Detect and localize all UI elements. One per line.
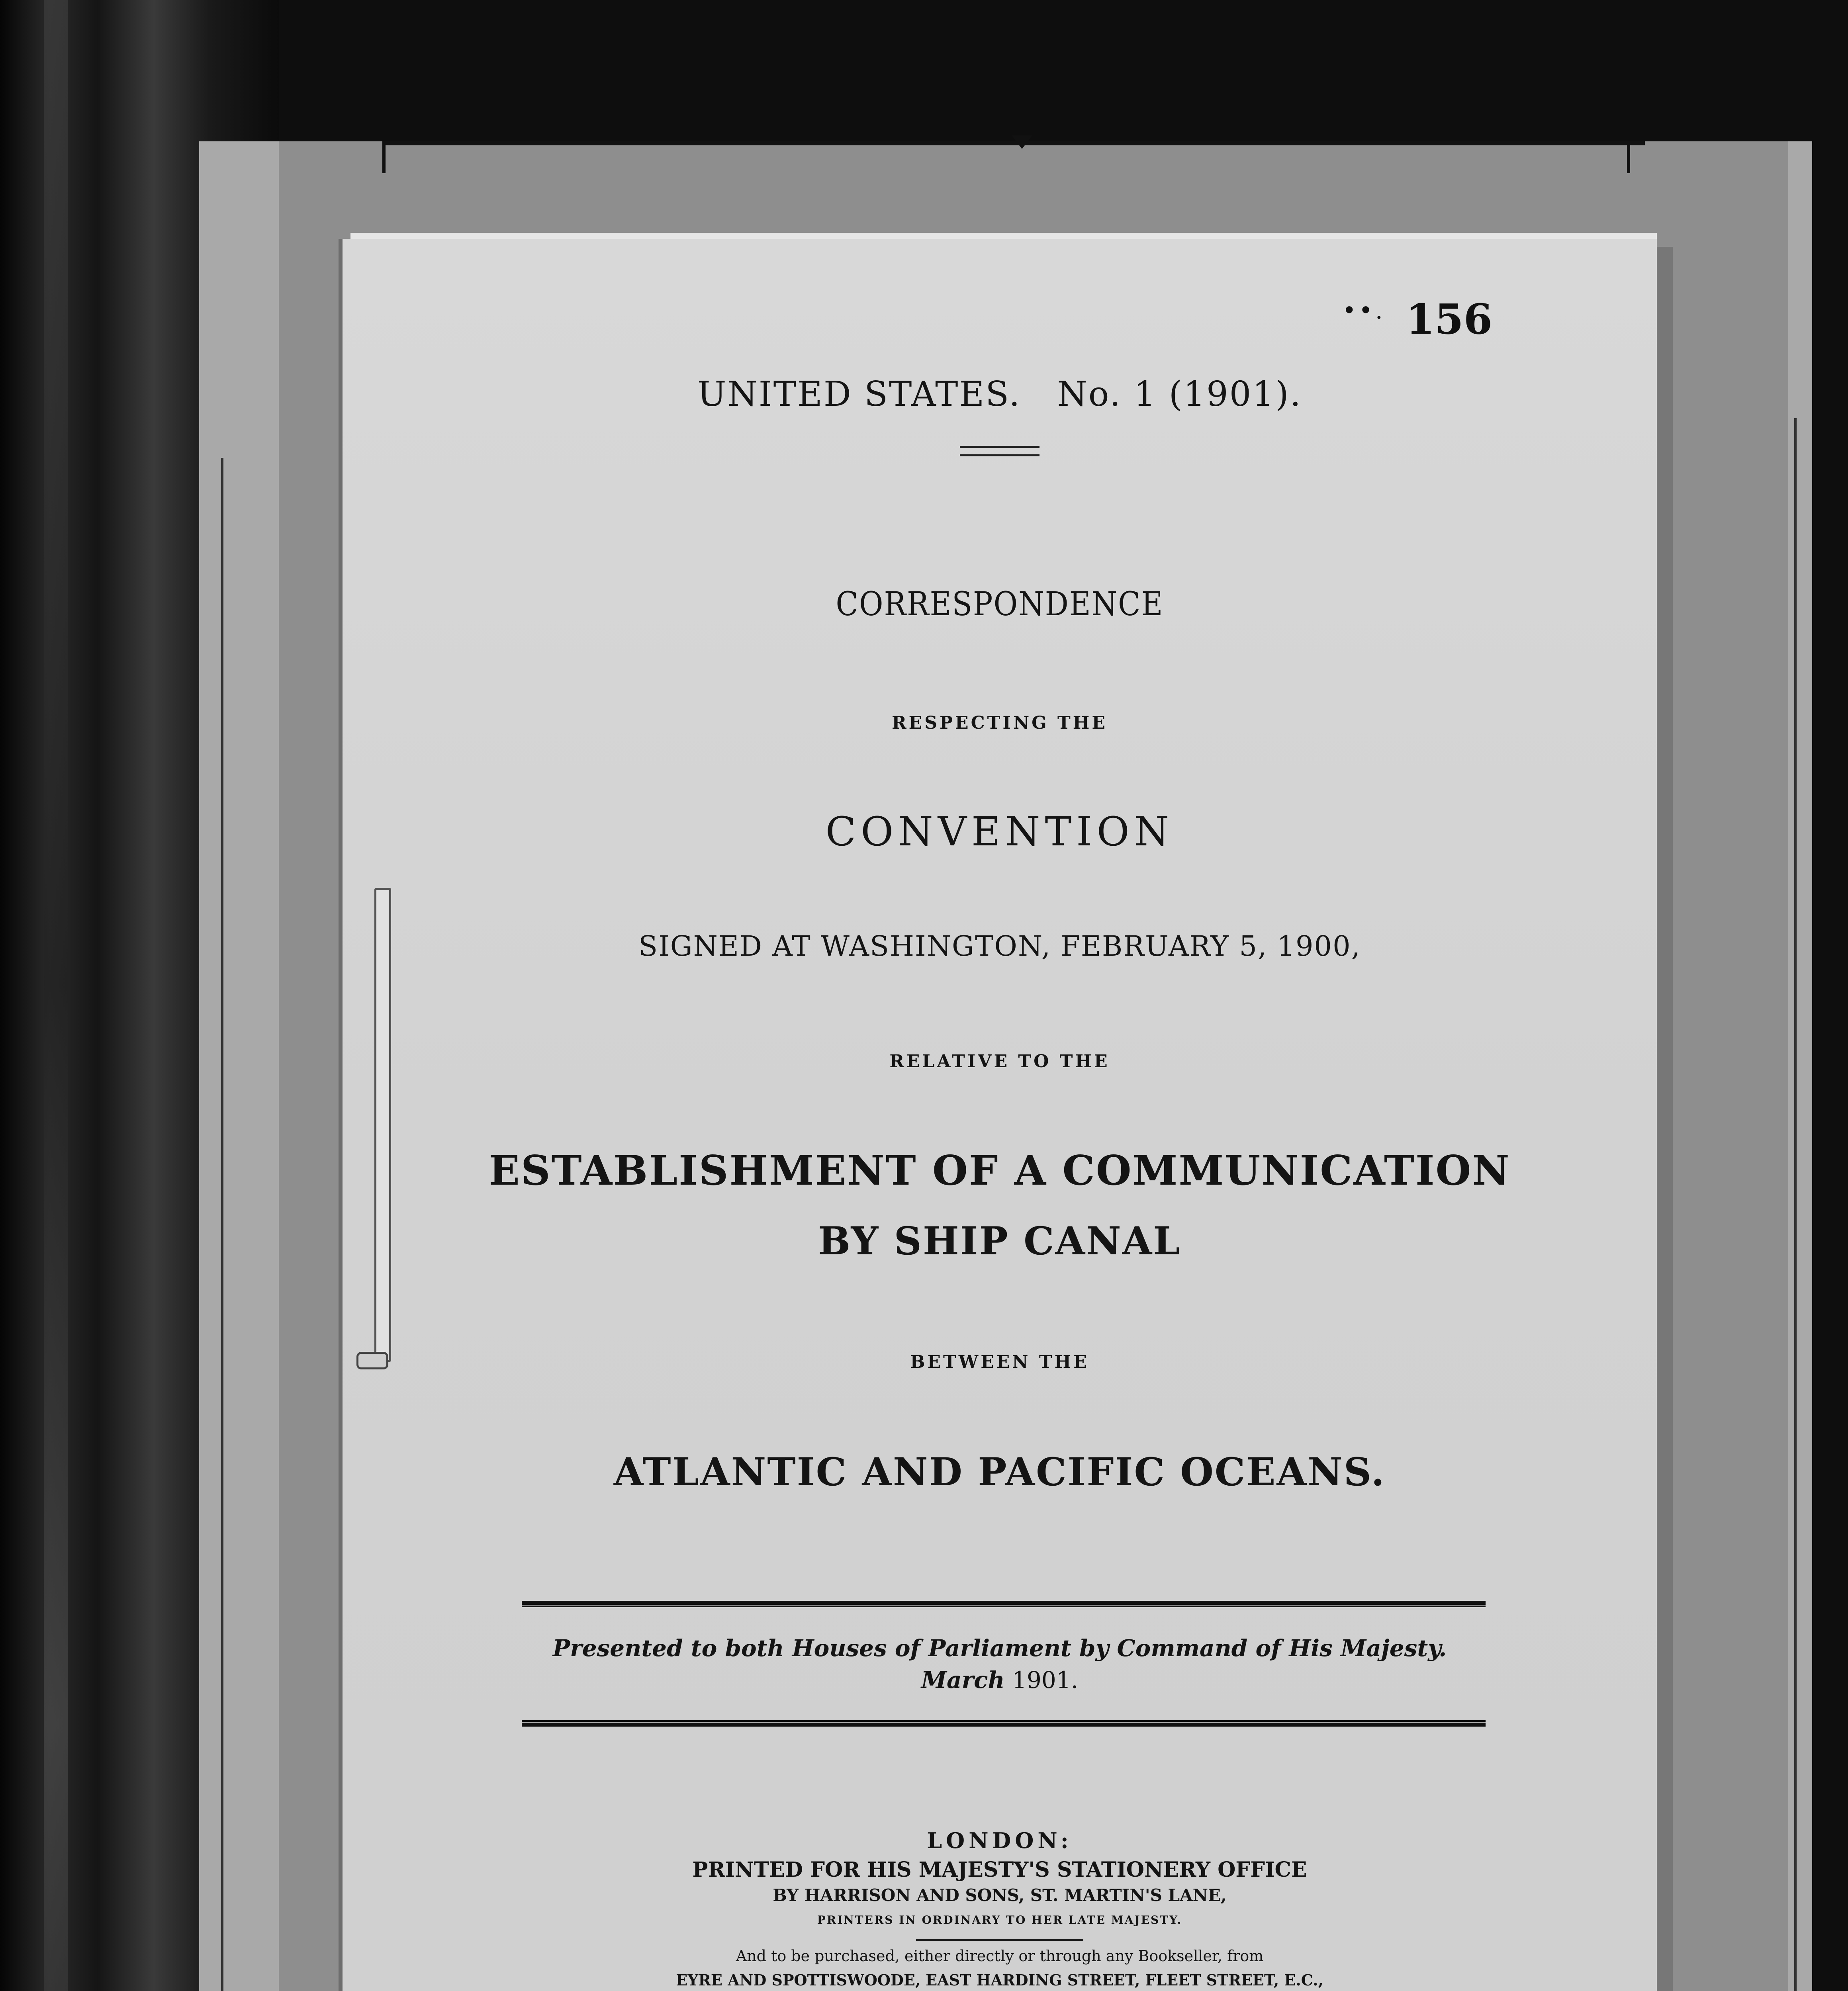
between-line: BETWEEN THE [910,1352,1089,1372]
title-establishment: ESTABLISHMENT OF A COMMUNICATION [489,1147,1511,1195]
title-convention: CONVENTION [825,808,1174,855]
presentation-date [343,1666,1657,1694]
imprint-printed: PRINTED FOR HIS MAJESTY'S STATIONERY OFFICE [692,1858,1307,1882]
respecting-line: RESPECTING THE [892,713,1108,733]
frame-left-rule [221,458,223,1991]
page-number-marks: ••. [1342,297,1385,325]
presented-line: Presented to both Houses of Parliament by Command of His Majesty. [552,1635,1447,1662]
relative-line: RELATIVE TO THE [889,1051,1110,1072]
title-ship-canal: BY SHIP CANAL [818,1218,1181,1263]
imprint-printers-ordinary: PRINTERS IN ORDINARY TO HER LATE MAJESTY. [817,1913,1182,1926]
series-header: UNITED STATES. No. 1 (1901). [697,374,1302,414]
imprint-eyre: EYRE AND SPOTTISWOODE, EAST HARDING STREET, FLEET STREET, E.C., [676,1971,1323,1989]
header-double-rule [960,446,1040,456]
imprint-short-rule [916,1939,1083,1941]
title-oceans: ATLANTIC AND PACIFIC OCEANS. [613,1449,1386,1494]
frame-notch [1012,135,1032,149]
document-page [343,239,1657,1991]
imprint-purchase: And to be purchased, either directly or through any Bookseller, from [736,1947,1264,1965]
signed-line: SIGNED AT WASHINGTON, FEBRUARY 5, 1900, [638,930,1361,962]
date-year: 1901. [1012,1666,1079,1694]
frame-right-rule [1794,418,1797,1991]
spine-edge [44,0,68,1991]
frame-tick-right [1627,141,1630,173]
presentation-rule-top [522,1601,1486,1607]
page-number: 156 [1406,295,1493,344]
presentation-rule-bottom [522,1720,1486,1727]
imprint-london: LONDON: [927,1828,1073,1853]
page-right-edge [1657,247,1673,1991]
imprint-printer: BY HARRISON AND SONS, ST. MARTIN'S LANE, [773,1885,1227,1905]
date-month: March [921,1666,1005,1694]
title-correspondence: CORRESPONDENCE [836,585,1164,623]
frame-tick-left [382,141,386,173]
